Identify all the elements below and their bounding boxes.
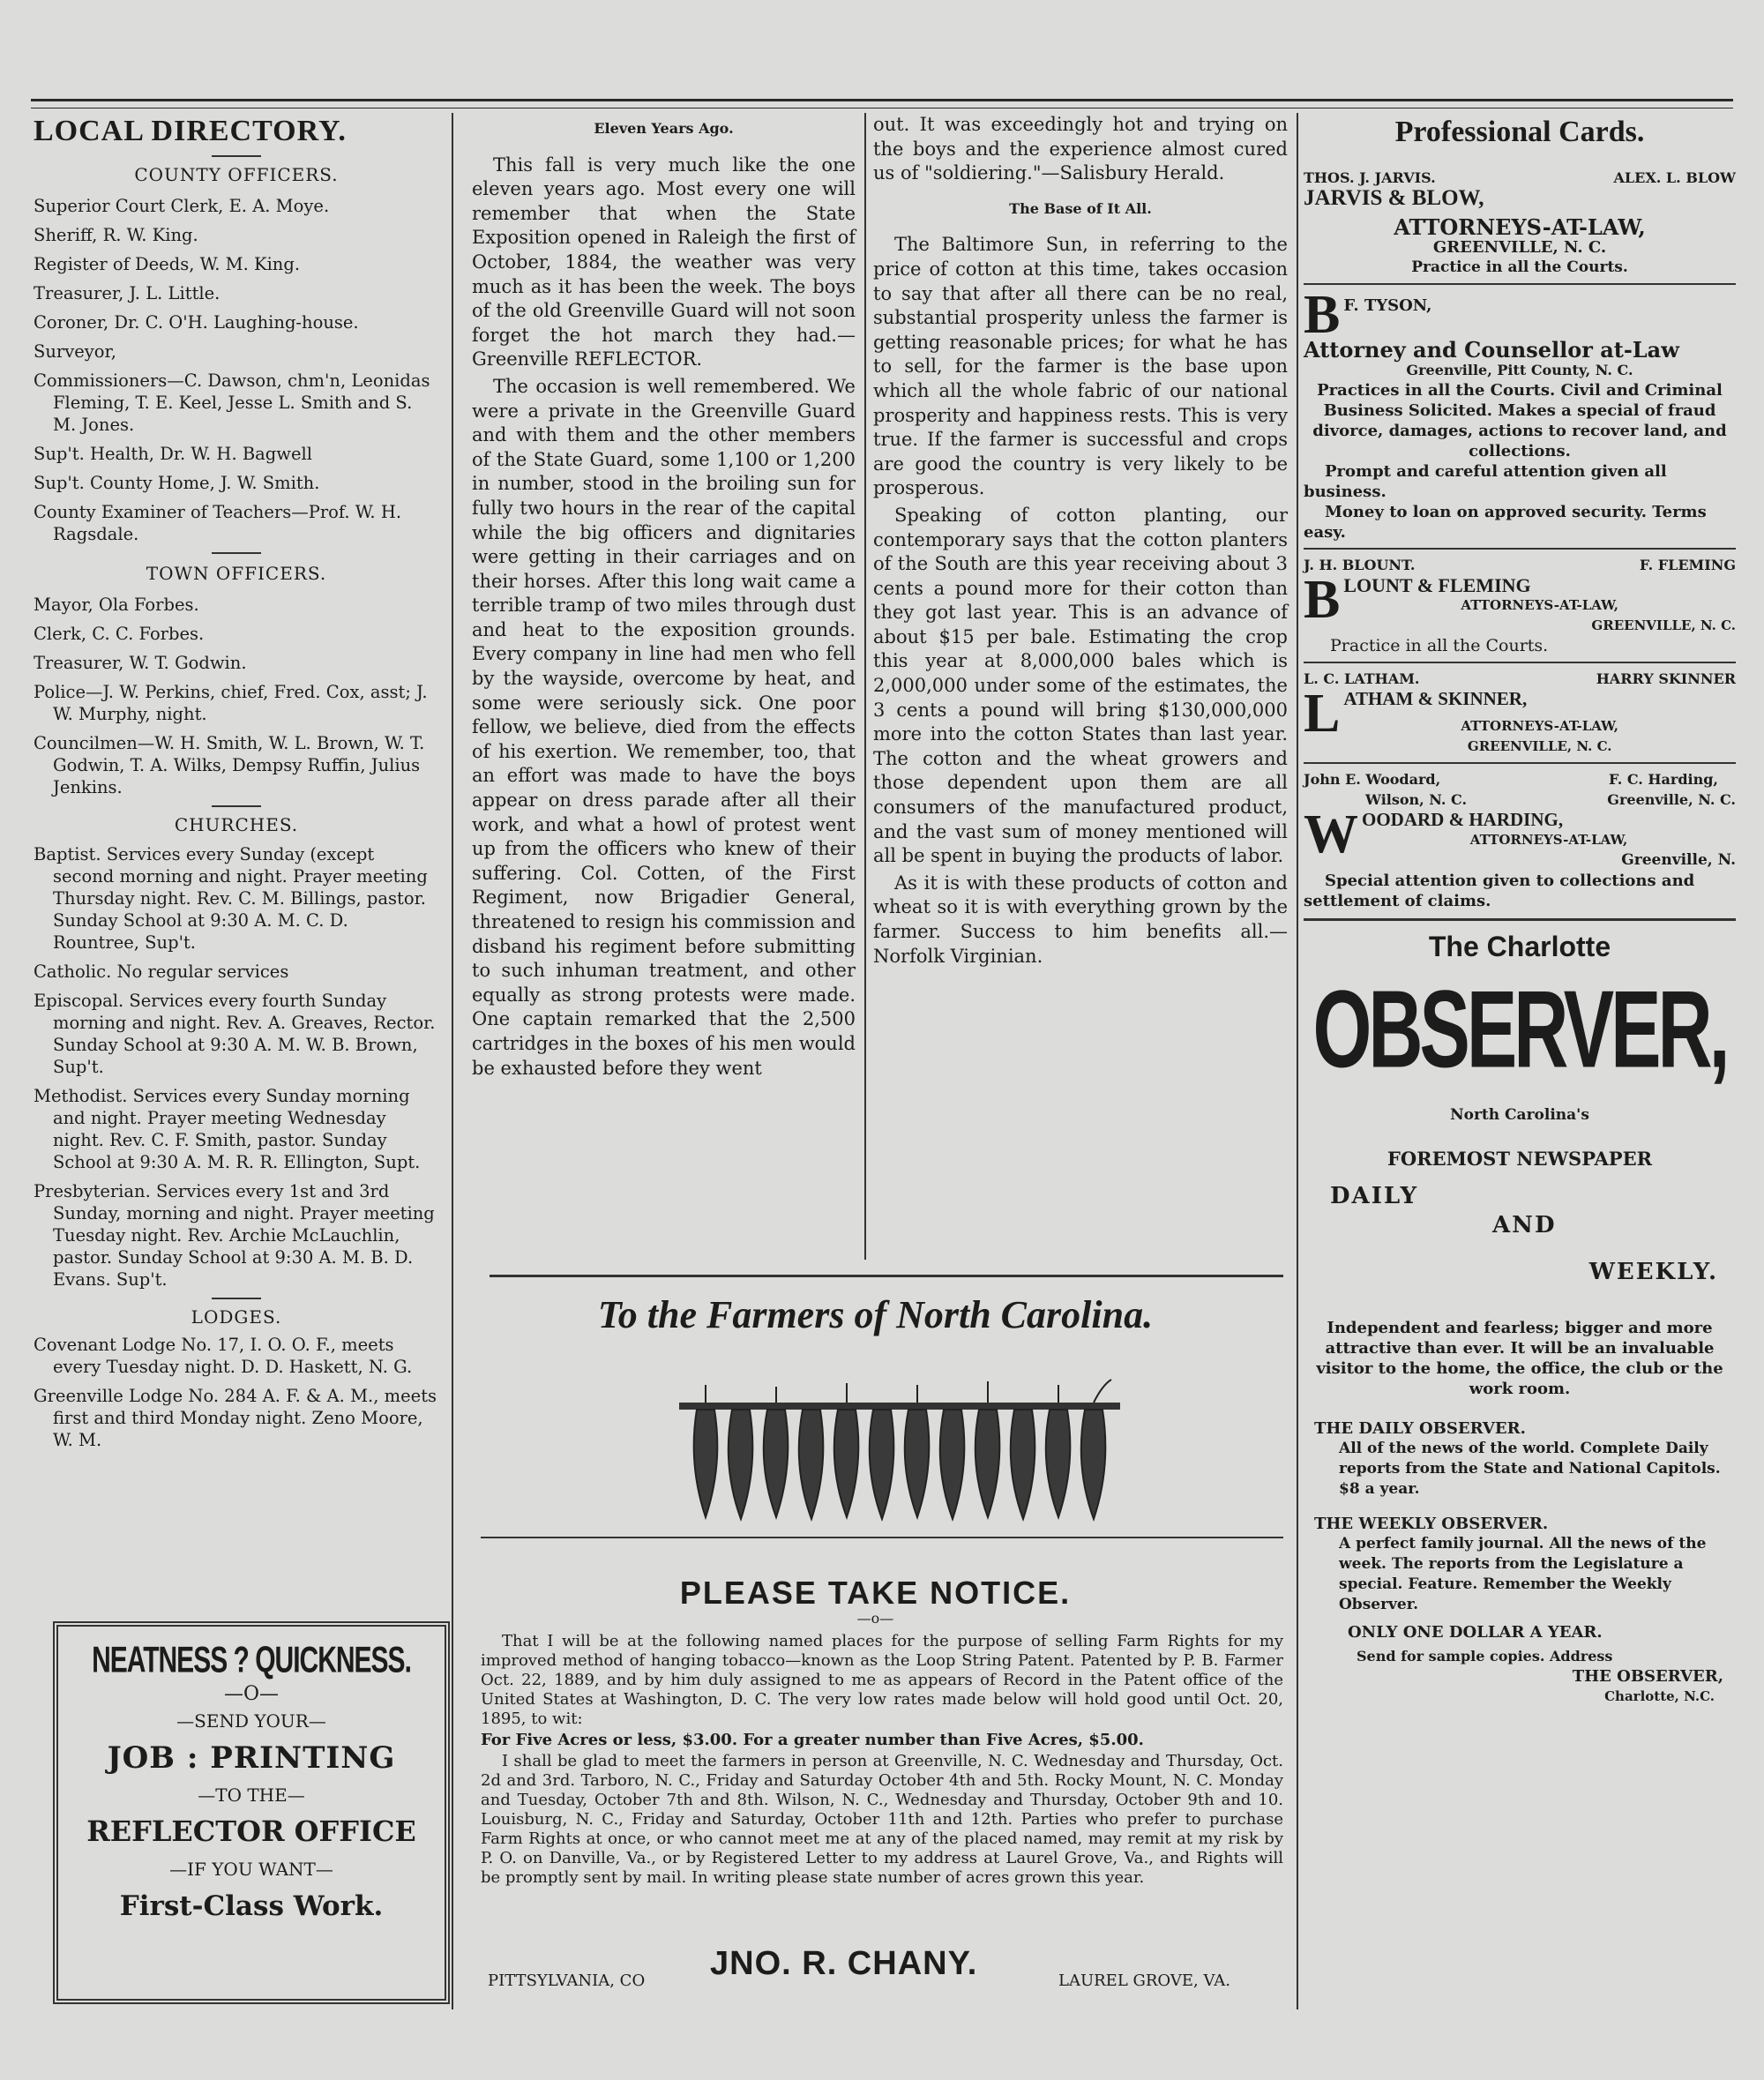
eleven-years-title: Eleven Years Ago. bbox=[594, 120, 734, 137]
notice-body bbox=[481, 1632, 1283, 1888]
farmers-top-rule bbox=[490, 1275, 1283, 1277]
weekly-observer-heading: THE WEEKLY OBSERVER. bbox=[1314, 1515, 1549, 1533]
card-city: GREENVILLE, N. C. bbox=[1432, 238, 1607, 257]
card-description: Prompt and careful attention given all business. bbox=[1304, 462, 1667, 501]
list-item: Mayor, Ola Forbes. bbox=[34, 595, 199, 615]
daily-observer-desc: All of the news of the world. Complete Daily reports from the State and National Capitols. $8 a year. bbox=[1339, 1440, 1721, 1498]
observer-foremost: FOREMOST NEWSPAPER bbox=[1387, 1148, 1653, 1170]
list-item: Register of Deeds, W. M. King. bbox=[34, 254, 301, 274]
farmers-mid-rule bbox=[481, 1537, 1283, 1538]
professional-cards-title: Professional Cards. bbox=[1394, 116, 1645, 148]
local-directory-title: LOCAL DIRECTORY. bbox=[34, 115, 347, 147]
observer-weekly: WEEKLY. bbox=[1588, 1259, 1718, 1285]
card-firm-name: LOUNT & FLEMING bbox=[1343, 575, 1531, 596]
town-officers-heading: TOWN OFFICERS. bbox=[146, 563, 327, 584]
list-item: Police—J. W. Perkins, chief, Fred. Cox, asst; J. W. Murphy, night. bbox=[34, 682, 428, 724]
list-item: Coroner, Dr. C. O'H. Laughing-house. bbox=[34, 312, 359, 333]
tobacco-illustration-icon bbox=[670, 1367, 1129, 1535]
observer-description: Independent and fearless; bigger and more attractive than ever. It will be an invaluable visitor to the home, the office, the club or the work room. bbox=[1316, 1319, 1723, 1398]
signature-location-left: PITTSYLVANIA, CO bbox=[488, 1972, 646, 1990]
card-partner-name: F. C. Harding, bbox=[1608, 771, 1718, 788]
churches-heading: CHURCHES. bbox=[174, 814, 299, 835]
card-title: ATTORNEYS-AT-LAW, bbox=[1461, 597, 1618, 613]
observer-and: AND bbox=[1492, 1212, 1557, 1238]
card-firm-name: JARVIS & BLOW, bbox=[1304, 186, 1484, 210]
card-title: ATTORNEYS-AT-LAW, bbox=[1461, 718, 1618, 734]
job-printing-ad bbox=[53, 1621, 450, 2004]
county-officers-heading: COUNTY OFFICERS. bbox=[134, 164, 339, 185]
observer-the-charlotte: The Charlotte bbox=[1428, 931, 1611, 962]
neatness-quickness-heading: NEATNESS ? QUICKNESS. bbox=[92, 1640, 411, 1681]
daily-observer-heading: THE DAILY OBSERVER. bbox=[1314, 1419, 1526, 1438]
first-class-work-text: First-Class Work. bbox=[119, 1890, 384, 1922]
if-you-want-text: —IF YOU WANT— bbox=[169, 1859, 333, 1880]
card-city: GREENVILLE, N. C. bbox=[1467, 738, 1612, 754]
weekly-observer-desc: A perfect family journal. All the news of the week. The reports from the Legislature a special. Feature. Remember the Weekly Observer. bbox=[1339, 1535, 1707, 1613]
card-title: ATTORNEYS-AT-LAW, bbox=[1394, 214, 1646, 240]
card-practice: Practice in all the Courts. bbox=[1330, 636, 1549, 655]
card-blount-fleming bbox=[1304, 555, 1736, 656]
list-item: Sheriff, R. W. King. bbox=[34, 225, 198, 245]
card-firm-name: ATHAM & SKINNER, bbox=[1343, 689, 1528, 709]
notice-para: I shall be glad to meet the farmers in person at Greenville, N. C. Wednesday and Thursday, Oct. 2d and 3rd. Tarboro, N. C., Friday and Saturday October 4th and 5th. Rocky Mount, N. C. Monday and Tuesday, October 7th and 8th. Wilson, N. C., Wednesday and Thursday, October 9th and 10. Louisburg, N. C., Friday and Saturday, October 11th and 12th. Parties who prefer to purchase Farm Rights at once, or who cannot meet me at any of the placed named, may remit at my risk by P. O. on Danville, Va., or by Registered Letter to my address at Laurel Grove, Va., and Rights will be promptly sent by mail. In writing please state number of acres grown this year. bbox=[481, 1752, 1283, 1887]
local-directory-column bbox=[34, 113, 439, 1458]
list-item: Superior Court Clerk, E. A. Moye. bbox=[34, 196, 330, 216]
base-of-it-all-column bbox=[873, 113, 1288, 971]
card-initial: B bbox=[1304, 575, 1341, 630]
card-partner-city: Wilson, N. C. bbox=[1365, 791, 1468, 808]
notice-rates: For Five Acres or less, $3.00. For a greater number than Five Acres, $5.00. bbox=[481, 1731, 1144, 1749]
card-city: GREENVILLE, N. C. bbox=[1591, 617, 1736, 633]
card-title: Attorney and Counsellor at-Law bbox=[1304, 337, 1679, 363]
observer-signature: THE OBSERVER, bbox=[1572, 1667, 1723, 1686]
reflector-office-text: REFLECTOR OFFICE bbox=[86, 1814, 416, 1848]
ad-separator: —O— bbox=[223, 1683, 280, 1705]
list-item: Greenville Lodge No. 284 A. F. & A. M., meets first and third Monday night. Zeno Moore, W. M. bbox=[34, 1386, 437, 1450]
card-jarvis-blow bbox=[1304, 168, 1736, 278]
list-item: Catholic. No regular services bbox=[34, 961, 289, 982]
list-item: Commissioners—C. Dawson, chm'n, Leonidas Fleming, T. E. Keel, Jesse L. Smith and S. M. Jones. bbox=[34, 370, 430, 435]
card-initial: L bbox=[1304, 689, 1341, 744]
list-item: Clerk, C. C. Forbes. bbox=[34, 624, 205, 644]
observer-send: Send for sample copies. Address bbox=[1357, 1648, 1613, 1665]
observer-masthead: OBSERVER, bbox=[1312, 968, 1727, 1092]
notice-para: That I will be at the following named places for the purpose of selling Farm Rights for my improved method of hanging tobacco—known as the Loop String Patent. Patented by P. B. Farmer Oct. 22, 1889, and by him duly assigned to me as appears of Record in the Patent office of the United States at Washington, D. C. The very low rates made below will hold good until Oct. 20, 1895, to wit: bbox=[481, 1632, 1283, 1728]
base-para: As it is with these products of cotton and wheat so it is with everything grown by the farmer. Success to him benefits all.—Norfolk Virginian. bbox=[873, 872, 1288, 967]
divider bbox=[212, 805, 261, 807]
card-tyson bbox=[1304, 290, 1736, 542]
card-divider bbox=[1304, 548, 1736, 550]
card-latham-skinner bbox=[1304, 669, 1736, 757]
farmers-title: To the Farmers of North Carolina. bbox=[597, 1293, 1154, 1336]
churches-list bbox=[34, 843, 439, 1291]
divider bbox=[212, 155, 261, 157]
card-practice: Practice in all the Courts. bbox=[1411, 258, 1628, 276]
column-rule-3 bbox=[1297, 113, 1298, 2009]
card-divider bbox=[1304, 918, 1736, 921]
signature-name: JNO. R. CHANY. bbox=[710, 1945, 978, 1982]
professional-cards-column bbox=[1304, 113, 1736, 1707]
observer-city: Charlotte, N.C. bbox=[1604, 1688, 1715, 1704]
list-item: Covenant Lodge No. 17, I. O. O. F., meets every Tuesday night. D. D. Haskett, N. G. bbox=[34, 1335, 413, 1377]
charlotte-observer-ad bbox=[1304, 931, 1736, 1707]
base-para: The Baltimore Sun, in referring to the price of cotton at this time, takes occasion to say that after all there can be no real, substantial prosperity unless the farmer is getting reasonable prices; for what he has to sell, for the farmer is the base upon which all the whole fabric of our national prosperity and happiness rests. This is very true. If the farmer is successful and crops are good the country is very likely to be prosperous. bbox=[873, 234, 1288, 499]
card-title: ATTORNEYS-AT-LAW, bbox=[1469, 832, 1628, 848]
card-partner-city: Greenville, N. C. bbox=[1607, 791, 1736, 808]
list-item: Councilmen—W. H. Smith, W. L. Brown, W. T. Godwin, T. A. Wilks, Dempsy Ruffin, Julius Jenkins. bbox=[34, 733, 425, 797]
eleven-years-continuation: out. It was exceedingly hot and trying on the boys and the experience almost cured us of "soldiering."—Salisbury Herald. bbox=[873, 114, 1288, 184]
list-item: Presbyterian. Services every 1st and 3rd Sunday, morning and night. Prayer meeting Tuesday night. Rev. Archie McLauchlin, pastor. Sunday School at 9:30 A. M. B. D. Evans. Sup't. bbox=[34, 1181, 435, 1290]
notice-separator: —o— bbox=[856, 1610, 894, 1627]
card-city: Greenville, Pitt County, N. C. bbox=[1406, 362, 1633, 378]
card-description: Money to loan on approved security. Terms easy. bbox=[1304, 503, 1707, 542]
card-partner-name: ALEX. L. BLOW bbox=[1613, 169, 1736, 186]
card-firm-name: OODARD & HARDING, bbox=[1362, 810, 1564, 830]
observer-north-carolinas: North Carolina's bbox=[1450, 1106, 1589, 1124]
observer-one-dollar: ONLY ONE DOLLAR A YEAR. bbox=[1348, 1623, 1603, 1642]
list-item: Methodist. Services every Sunday morning and night. Prayer meeting Wednesday night. Rev. C. F. Smith, pastor. Sunday School at 9:30 A. M. R. R. Ellington, Supt. bbox=[34, 1086, 421, 1172]
list-item: Surveyor, bbox=[34, 341, 116, 362]
eleven-years-para: The occasion is well remembered. We were a private in the Greenville Guard and with them and the other members of the State Guard, some 1,100 or 1,200 in number, stood in the broiling sun for fully two hours in the rear of the capital while the big officers and dignitaries were getting in their carriages and on their horses. After this long wait came a terrible tramp of two miles through dust and heat to the exposition grounds. Every company in line had men who fell by the wayside, overcome by heat, and some were seriously sick. One poor fellow, we believe, died from the effects of his exertion. We remember, too, that an effort was made to have the boys appear on dress parade after all their work, and what a howl of protest went up from the officers who knew of their suffering. Col. Cotten, of the First Regiment, now Brigadier General, threatened to resign his commission and disband his regiment before submitting to such inhuman treatment, and other equally as strong protests were made. One captain remarked that the 2,500 cartridges in the boxes of his men would be exhausted before they went bbox=[472, 375, 856, 1079]
lodges-heading: LODGES. bbox=[191, 1306, 282, 1328]
top-rule bbox=[31, 99, 1733, 101]
divider bbox=[212, 1298, 261, 1299]
base-of-it-all-title: The Base of It All. bbox=[1009, 199, 1152, 217]
base-para: Speaking of cotton planting, our contemporary says that the cotton planters of the South are this year receiving about 3 cents a pound more for their cotton than they got last year. This is an advance of about $15 per bale. Estimating the crop this year at 8,000,000 bales which is 2,000,000 under some of the estimates, the 3 cents a pound will bring $130,000,000 more into the cotton States than last year. The cotton and the wheat growers and those dependent upon them are all consumers of the manufactured product, and the vast sum of money mentioned will all be spent in buying the products of labor. bbox=[873, 504, 1288, 867]
notice-signature-row bbox=[481, 1945, 1283, 1998]
list-item: Sup't. Health, Dr. W. H. Bagwell bbox=[34, 444, 312, 464]
card-partner-name: John E. Woodard, bbox=[1304, 771, 1441, 788]
card-initial: W bbox=[1304, 810, 1358, 864]
town-officers-list bbox=[34, 594, 439, 798]
eleven-years-ago-column bbox=[472, 113, 856, 1083]
list-item: Episcopal. Services every fourth Sunday morning and night. Rev. A. Greaves, Rector. Sunday School at 9:30 A. M. W. B. Brown, Sup't. bbox=[34, 991, 436, 1077]
card-initial: B bbox=[1304, 290, 1341, 340]
column-rule-2 bbox=[864, 113, 866, 1260]
send-your-text: —SEND YOUR— bbox=[176, 1710, 326, 1732]
to-the-text: —TO THE— bbox=[198, 1784, 305, 1806]
card-woodard-harding bbox=[1304, 769, 1736, 911]
card-city: Greenville, N. bbox=[1621, 851, 1736, 869]
list-item: Sup't. County Home, J. W. Smith. bbox=[34, 473, 320, 493]
observer-daily: DAILY bbox=[1330, 1183, 1419, 1209]
signature-location-right: LAUREL GROVE, VA. bbox=[1058, 1972, 1230, 1990]
card-partner-name: J. H. BLOUNT. bbox=[1304, 557, 1416, 573]
card-divider bbox=[1304, 283, 1736, 285]
please-take-notice-heading: PLEASE TAKE NOTICE. bbox=[679, 1575, 1072, 1611]
list-item: Treasurer, W. T. Godwin. bbox=[34, 653, 247, 673]
list-item: County Examiner of Teachers—Prof. W. H. Ragsdale. bbox=[34, 502, 402, 544]
card-partner-name: HARRY SKINNER bbox=[1596, 670, 1736, 687]
card-partner-name: L. C. LATHAM. bbox=[1304, 670, 1420, 687]
card-name: F. TYSON, bbox=[1343, 296, 1432, 315]
card-partner-name: F. FLEMING bbox=[1639, 557, 1736, 573]
lodges-list bbox=[34, 1334, 439, 1451]
list-item: Treasurer, J. L. Little. bbox=[34, 283, 220, 303]
card-description: Special attention given to collections and settlement of claims. bbox=[1304, 872, 1695, 910]
county-officers-list bbox=[34, 195, 439, 545]
card-description: Practices in all the Courts. Civil and Criminal Business Solicited. Makes a special of fraud divorce, damages, actions to recover land, and collections. bbox=[1312, 381, 1727, 460]
job-printing-text: JOB : PRINTING bbox=[107, 1740, 396, 1776]
column-rule-1 bbox=[452, 113, 453, 2009]
card-partner-name: THOS. J. JARVIS. bbox=[1304, 169, 1436, 186]
list-item: Baptist. Services every Sunday (except second morning and night. Prayer meeting Thursday night. Rev. C. M. Billings, pastor. Sunday School at 9:30 A. M. C. D. Rountree, Sup't. bbox=[34, 844, 428, 953]
card-divider bbox=[1304, 762, 1736, 764]
divider bbox=[212, 552, 261, 554]
eleven-years-para: This fall is very much like the one eleven years ago. Most every one will remember that when the State Exposition opened in Raleigh the first of October, 1884, the weather was very much as it has been the week. The boys of the old Greenville Guard will not soon forget the hot march they had.—Greenville REFLECTOR. bbox=[472, 153, 856, 370]
card-divider bbox=[1304, 662, 1736, 663]
